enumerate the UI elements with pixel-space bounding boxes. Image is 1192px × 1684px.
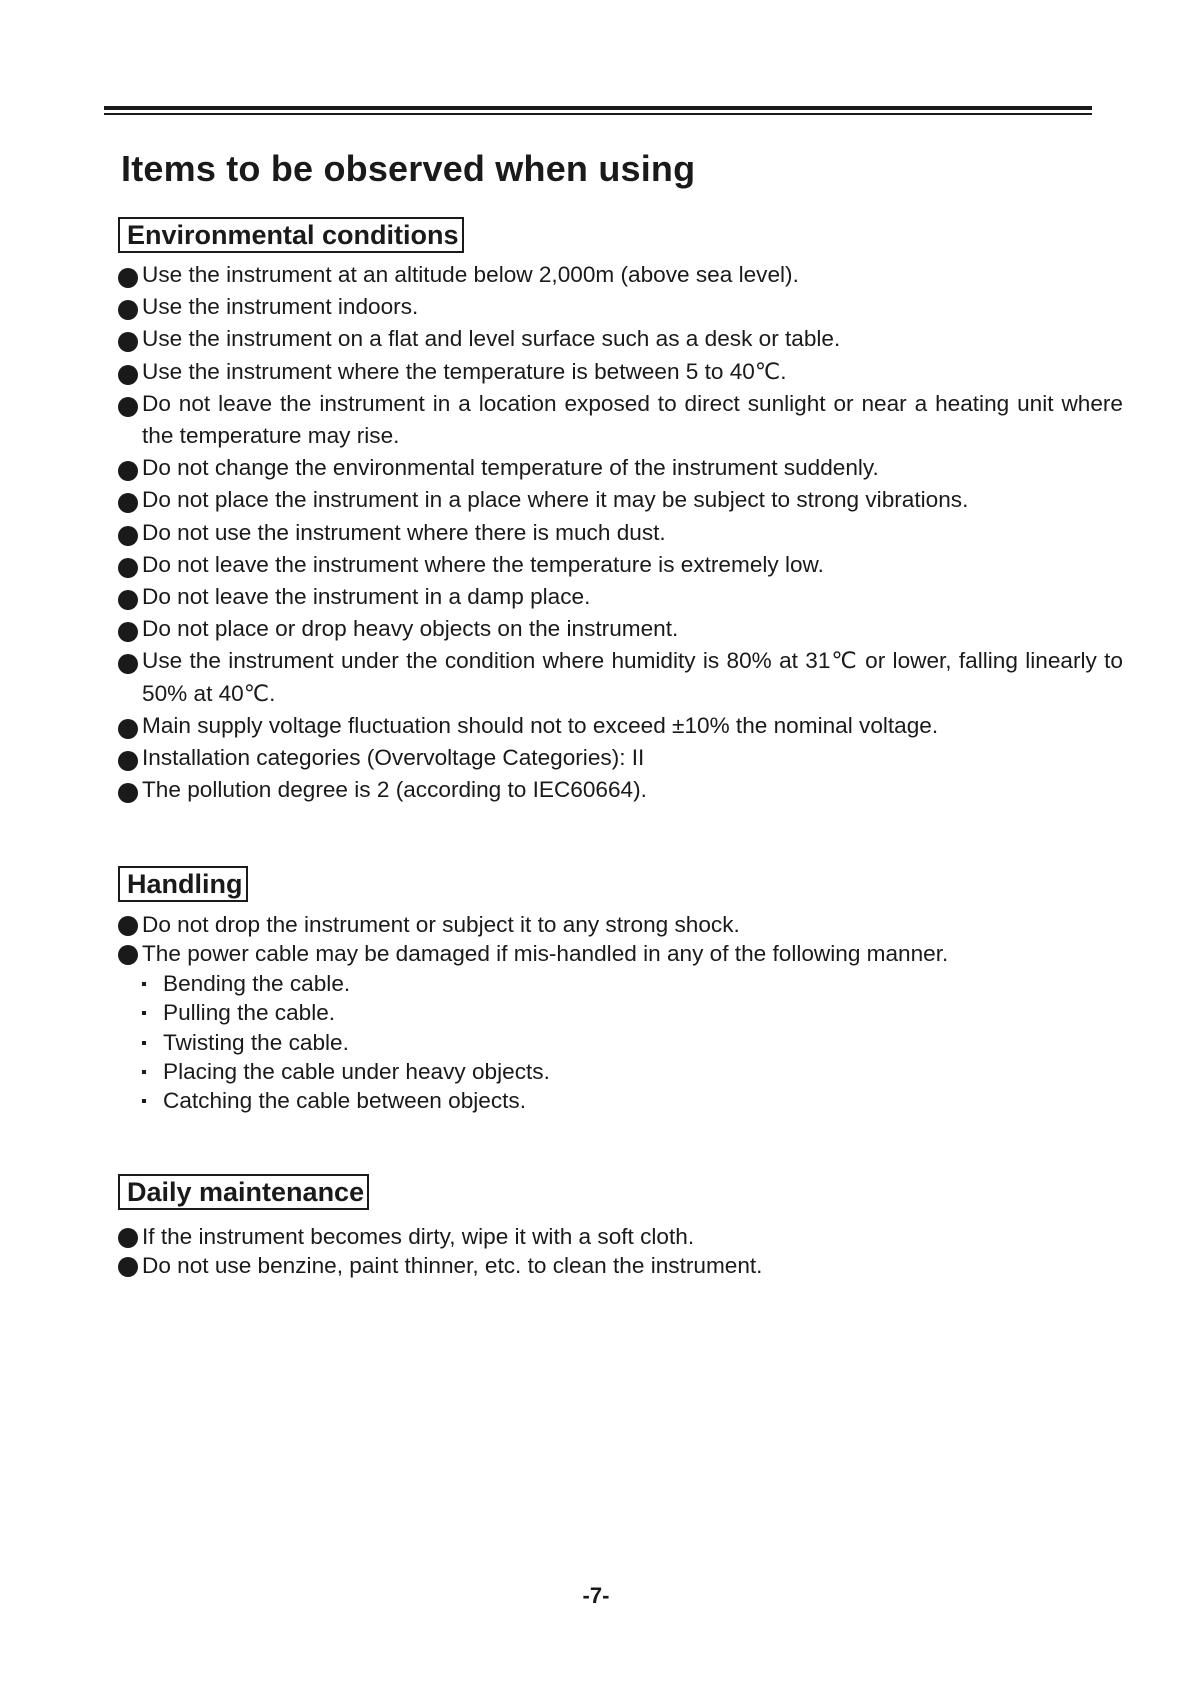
list-item-text: Do not drop the instrument or subject it to any strong shock.: [142, 912, 740, 937]
list-item-text: Use the instrument under the condition where humidity is 80% at 31℃ or lower, falling linearly to 50% at 40℃.: [142, 648, 1123, 706]
list-item: [118, 910, 1123, 939]
section-heading-daily-maintenance: Daily maintenance: [118, 1174, 369, 1210]
list-item: [118, 1251, 1123, 1280]
small-bullet-icon: [142, 1011, 146, 1015]
bullet-icon: [118, 719, 138, 739]
bullet-icon: [118, 365, 138, 385]
list-item-text: Do not leave the instrument where the temperature is extremely low.: [142, 551, 824, 577]
bullet-icon: [118, 461, 138, 481]
small-bullet-icon: [142, 1041, 146, 1045]
list-item: [118, 452, 1123, 484]
list-item-text: Do not use the instrument where there is much dust.: [142, 519, 666, 545]
sub-list-item: [140, 969, 550, 998]
list-item-text: Installation categories (Overvoltage Categories): II: [142, 745, 645, 771]
sub-list-item: [140, 1028, 550, 1057]
header-rule-thick: [104, 106, 1092, 110]
list-item: [118, 517, 1123, 549]
list-item: [118, 581, 1123, 613]
cable-mishandling-list: [140, 969, 550, 1115]
list-item: [118, 388, 1123, 452]
daily-maintenance-list: [118, 1222, 1123, 1281]
bullet-icon: [118, 300, 138, 320]
sub-list-item: [140, 998, 550, 1027]
header-rule-thin: [104, 113, 1092, 115]
list-item-text: Do not change the environmental temperature of the instrument suddenly.: [142, 455, 879, 481]
list-item: [118, 356, 1123, 388]
list-item-text: Use the instrument at an altitude below 2,000m (above sea level).: [142, 262, 799, 287]
sub-list-item-text: Twisting the cable.: [163, 1029, 349, 1055]
list-item: [118, 774, 1123, 806]
list-item-text: The pollution degree is 2 (according to IEC60664).: [142, 777, 647, 803]
list-item: [118, 484, 1123, 516]
bullet-icon: [118, 493, 138, 513]
bullet-icon: [118, 526, 138, 546]
list-item-text: Do not leave the instrument in a location exposed to direct sunlight or near a heating unit where the temperature may rise.: [142, 390, 1123, 449]
list-item-text: Do not leave the instrument in a damp place.: [142, 584, 591, 610]
bullet-icon: [118, 945, 138, 965]
environmental-conditions-list: [118, 259, 1123, 806]
handling-list: [118, 910, 1123, 969]
bullet-icon: [118, 783, 138, 803]
bullet-icon: [118, 558, 138, 578]
list-item-text: Do not place or drop heavy objects on the instrument.: [142, 616, 679, 642]
list-item-text: Use the instrument on a flat and level surface such as a desk or table.: [142, 326, 841, 352]
sub-list-item-text: Bending the cable.: [163, 971, 351, 996]
bullet-icon: [118, 751, 138, 771]
small-bullet-icon: [142, 982, 146, 986]
list-item: [118, 549, 1123, 581]
list-item-text: Do not place the instrument in a place where it may be subject to strong vibrations.: [142, 487, 969, 513]
sub-list-item-text: Pulling the cable.: [163, 1000, 336, 1026]
bullet-icon: [118, 916, 138, 936]
small-bullet-icon: [142, 1099, 146, 1103]
list-item: [118, 259, 1123, 291]
list-item: [118, 939, 1123, 968]
list-item: [118, 645, 1123, 709]
section-heading-handling: Handling: [118, 866, 248, 902]
bullet-icon: [118, 654, 138, 674]
list-item-text: Use the instrument indoors.: [142, 294, 419, 320]
bullet-icon: [118, 622, 138, 642]
list-item: [118, 291, 1123, 323]
section-heading-environmental: Environmental conditions: [118, 217, 464, 253]
bullet-icon: [118, 268, 138, 288]
list-item-text: If the instrument becomes dirty, wipe it with a soft cloth.: [142, 1224, 695, 1249]
list-item-text: The power cable may be damaged if mis-handled in any of the following manner.: [142, 941, 949, 967]
list-item: [118, 710, 1123, 742]
bullet-icon: [118, 397, 138, 417]
list-item: [118, 742, 1123, 774]
small-bullet-icon: [142, 1070, 146, 1074]
list-item-text: Main supply voltage fluctuation should not to exceed ±10% the nominal voltage.: [142, 712, 939, 738]
sub-list-item-text: Placing the cable under heavy objects.: [163, 1058, 550, 1084]
list-item: [118, 323, 1123, 355]
bullet-icon: [118, 1228, 138, 1248]
bullet-icon: [118, 332, 138, 352]
page-number: -7-: [582, 1583, 610, 1608]
list-item: [118, 613, 1123, 645]
list-item-text: Do not use benzine, paint thinner, etc. to clean the instrument.: [142, 1253, 763, 1279]
list-item-text: Use the instrument where the temperature is between 5 to 40℃.: [142, 358, 787, 384]
bullet-icon: [118, 590, 138, 610]
sub-list-item: [140, 1057, 550, 1086]
bullet-icon: [118, 1257, 138, 1277]
page-title: Items to be observed when using: [121, 148, 696, 189]
list-item: [118, 1222, 1123, 1251]
sub-list-item: [140, 1086, 550, 1115]
sub-list-item-text: Catching the cable between objects.: [163, 1088, 526, 1114]
